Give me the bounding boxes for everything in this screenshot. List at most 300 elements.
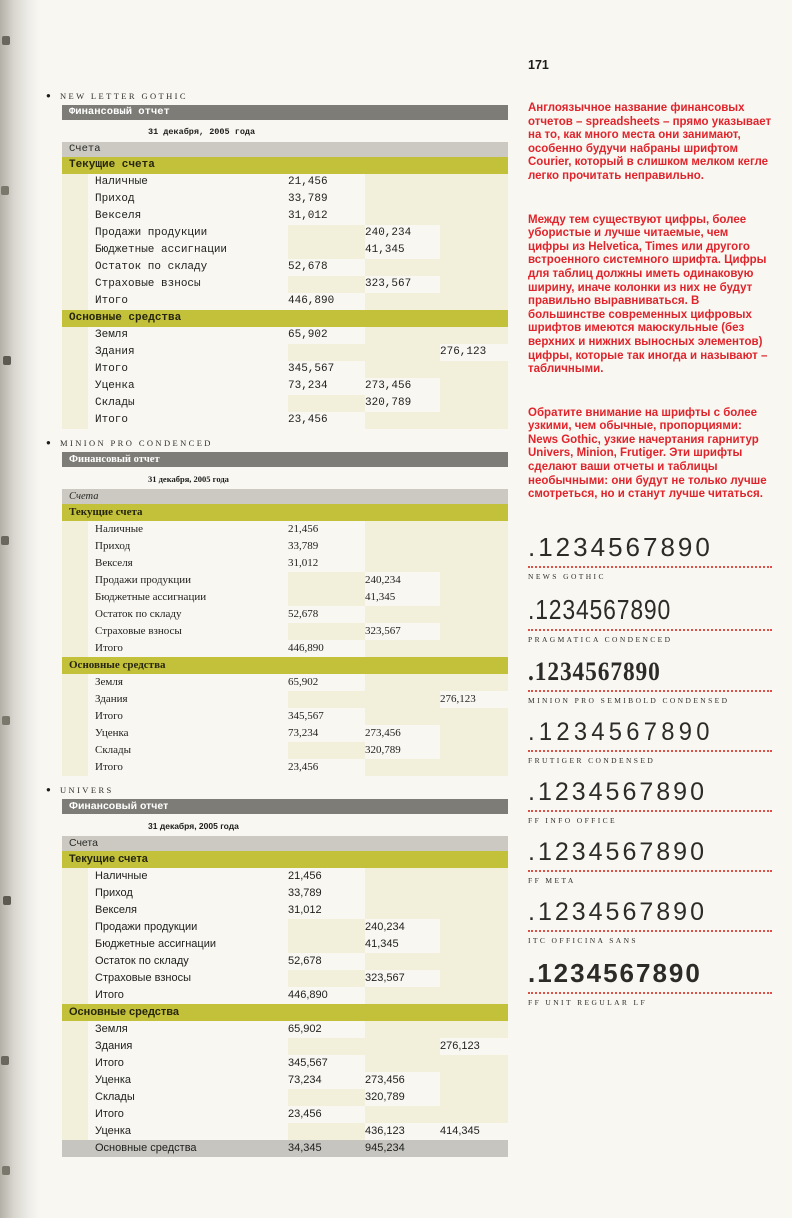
- row-label: Страховые взносы: [95, 972, 191, 984]
- row-label: Склады: [95, 397, 135, 409]
- commentary-paragraph-1: Англоязычное название финансовых отчетов – spreadsheets – прямо указывает на то, как много места они занимают, особенно будучи набраны шрифтом Courier, который в слишком мелком кегле легко прочитать неправильно.: [528, 102, 772, 182]
- row-value-3: [440, 674, 508, 691]
- binding-marks: [2, 36, 10, 45]
- table-row: [62, 1106, 508, 1123]
- table-row: [62, 361, 508, 378]
- row-value-3: [440, 742, 508, 759]
- row-value-1: 52,678: [288, 608, 319, 620]
- table-row: [62, 521, 508, 538]
- row-value-3: [414, 504, 508, 521]
- row-indent: [62, 259, 88, 276]
- row-indent: [62, 174, 88, 191]
- page-number: 171: [528, 58, 549, 72]
- row-value-1: [262, 310, 339, 327]
- table-row: [62, 1021, 508, 1038]
- row-value-2: 240,234: [365, 574, 401, 586]
- row-value-2: [365, 327, 440, 344]
- table-row: [62, 742, 508, 759]
- row-value-1: [288, 691, 365, 708]
- row-value-1: 33,789: [288, 193, 328, 205]
- row-indent: [62, 1055, 88, 1072]
- scan-edge: [0, 0, 40, 1218]
- digit-specimen: [528, 838, 772, 885]
- row-value-3: [414, 310, 508, 327]
- digit-font-label: FF META: [528, 870, 772, 885]
- row-value-2: [365, 868, 440, 885]
- specimen-column: [46, 90, 508, 1165]
- row-value-1: [288, 344, 365, 361]
- row-value-1: 65,902: [288, 329, 328, 341]
- table-row: [62, 225, 508, 242]
- row-value-2: [365, 208, 440, 225]
- row-label: Векселя: [95, 904, 138, 916]
- row-label: Остаток по складу: [95, 955, 189, 967]
- table-date: 31 декабря, 2005 года: [148, 474, 229, 484]
- row-value-3: [414, 657, 508, 674]
- row-value-2: [365, 174, 440, 191]
- row-value-3: [440, 868, 508, 885]
- row-label: Здания: [95, 346, 135, 358]
- row-value-2: 945,234: [365, 1142, 405, 1154]
- table-row: [62, 691, 508, 708]
- table-row: [62, 970, 508, 987]
- row-label: Земля: [95, 329, 129, 341]
- row-value-2: [365, 521, 440, 538]
- row-label: Склады: [95, 1091, 135, 1103]
- row-indent: [62, 1072, 88, 1089]
- row-value-2: [365, 1038, 440, 1055]
- row-value-1: 73,234: [288, 1074, 322, 1086]
- row-value-3: [440, 521, 508, 538]
- sidebar-column: [528, 58, 772, 1020]
- table-title-bar: Финансовый отчет: [62, 105, 508, 120]
- row-label: Текущие счета: [69, 853, 148, 865]
- row-value-3: [440, 936, 508, 953]
- row-value-2: [365, 555, 440, 572]
- row-indent: [62, 868, 88, 885]
- table-row: [62, 174, 508, 191]
- row-indent: [62, 276, 88, 293]
- digit-line: .1234567890: [528, 897, 707, 926]
- row-indent: [62, 936, 88, 953]
- row-label: Приход: [95, 193, 135, 205]
- row-value-2: [365, 885, 440, 902]
- row-value-2: [339, 310, 414, 327]
- table-row: [62, 589, 508, 606]
- table-row: [62, 310, 508, 327]
- row-value-3: [440, 555, 508, 572]
- row-value-1: [288, 572, 365, 589]
- table-row: [62, 885, 508, 902]
- row-label: Основные средства: [69, 659, 166, 671]
- digit-line: .1234567890: [528, 717, 714, 746]
- table-row: [62, 936, 508, 953]
- row-label: Векселя: [95, 210, 142, 222]
- digit-font-label: FRUTIGER CONDENSED: [528, 750, 772, 765]
- row-label: Бюджетные ассигнации: [95, 244, 228, 256]
- table-accounts-bar: Счета: [62, 142, 508, 157]
- typeface-name: UNIVERS: [60, 785, 114, 795]
- row-value-3: 276,123: [440, 346, 487, 358]
- row-value-3: [440, 293, 508, 310]
- digit-line: .1234567890: [528, 531, 713, 562]
- table-row: [62, 412, 508, 429]
- row-indent: [62, 919, 88, 936]
- digit-specimen: [528, 778, 772, 825]
- digit-font-label: MINION PRO SEMIBOLD CONDENSED: [528, 690, 772, 705]
- row-value-1: [288, 742, 365, 759]
- row-indent: [62, 521, 88, 538]
- financial-report-table: [62, 452, 508, 776]
- row-value-2: 41,345: [365, 244, 405, 256]
- row-indent: [62, 293, 88, 310]
- digit-font-label: NEWS GOTHIC: [528, 566, 772, 581]
- row-indent: [62, 361, 88, 378]
- row-label: Текущие счета: [69, 159, 155, 171]
- row-indent: [62, 885, 88, 902]
- row-value-1: 21,456: [288, 870, 322, 882]
- row-label: Склады: [95, 744, 132, 756]
- row-indent: [62, 725, 88, 742]
- row-value-3: [440, 725, 508, 742]
- row-label: Уценка: [95, 1074, 132, 1086]
- row-value-1: [288, 589, 365, 606]
- row-value-2: [365, 361, 440, 378]
- row-label: Здания: [95, 693, 128, 705]
- row-value-1: [288, 225, 365, 242]
- row-value-3: [440, 276, 508, 293]
- row-label: Векселя: [95, 557, 133, 569]
- row-indent: [62, 327, 88, 344]
- row-value-3: [440, 259, 508, 276]
- row-value-2: [365, 344, 440, 361]
- row-indent: [62, 640, 88, 657]
- row-label: Земля: [95, 1023, 128, 1035]
- row-value-3: [440, 589, 508, 606]
- row-value-3: [440, 759, 508, 776]
- row-value-2: [365, 953, 440, 970]
- row-value-3: [440, 987, 508, 1004]
- bullet-icon: ●: [46, 785, 51, 794]
- table-accounts-bar: Счета: [62, 836, 508, 851]
- table-rows: [62, 157, 508, 429]
- row-indent: [62, 691, 88, 708]
- row-value-2: 320,789: [365, 397, 412, 409]
- row-indent: [62, 674, 88, 691]
- row-value-1: 65,902: [288, 676, 319, 688]
- row-value-3: [440, 1072, 508, 1089]
- table-row: [62, 191, 508, 208]
- row-value-1: 31,012: [288, 557, 319, 569]
- row-value-3: [440, 572, 508, 589]
- row-indent: [62, 208, 88, 225]
- table-row: [62, 378, 508, 395]
- row-value-2: [365, 759, 440, 776]
- row-value-3: 414,345: [440, 1125, 480, 1137]
- table-row: [62, 538, 508, 555]
- digit-specimen: [528, 657, 772, 705]
- row-indent: [62, 970, 88, 987]
- row-indent: [62, 1123, 88, 1140]
- row-label: Продажи продукции: [95, 921, 198, 933]
- row-value-3: [440, 1106, 508, 1123]
- row-value-2: [365, 640, 440, 657]
- digit-specimens: [528, 532, 772, 1007]
- specimen-caption-row: [46, 784, 508, 796]
- table-row: [62, 1089, 508, 1106]
- row-value-2: 273,456: [365, 1074, 405, 1086]
- row-label: Итого: [95, 761, 123, 773]
- row-value-1: 34,345: [288, 1142, 322, 1154]
- row-value-2: [365, 259, 440, 276]
- row-value-2: 323,567: [365, 278, 412, 290]
- row-value-1: 446,890: [288, 295, 335, 307]
- digit-line: .1234567890: [528, 777, 707, 806]
- row-label: Основные средства: [69, 1006, 180, 1018]
- row-label: Итого: [95, 642, 123, 654]
- table-row: [62, 395, 508, 412]
- table-date: 31 декабря, 2005 года: [148, 127, 256, 137]
- table-row: [62, 759, 508, 776]
- specimen-new-letter-gothic: [46, 90, 508, 429]
- row-value-2: 240,234: [365, 921, 405, 933]
- row-value-1: [288, 919, 365, 936]
- digit-line: .1234567890: [528, 656, 661, 686]
- digit-line: .1234567890: [528, 593, 672, 625]
- row-label: Продажи продукции: [95, 227, 208, 239]
- row-value-1: 31,012: [288, 904, 322, 916]
- row-label: Остаток по складу: [95, 261, 208, 273]
- row-indent: [62, 589, 88, 606]
- row-value-3: [440, 623, 508, 640]
- row-label: Наличные: [95, 176, 148, 188]
- row-value-2: 273,456: [365, 727, 401, 739]
- row-value-3: [440, 953, 508, 970]
- digit-specimen: [528, 594, 772, 644]
- row-label: Продажи продукции: [95, 574, 192, 586]
- row-value-1: [262, 157, 339, 174]
- row-value-3: [440, 640, 508, 657]
- table-accounts-bar: Счета: [62, 489, 508, 504]
- row-value-3: [440, 191, 508, 208]
- row-value-1: [288, 970, 365, 987]
- row-value-3: [440, 174, 508, 191]
- table-title-bar: Финансовый отчет: [62, 799, 508, 814]
- table-row: [62, 902, 508, 919]
- row-value-1: [262, 504, 339, 521]
- row-value-1: 21,456: [288, 523, 319, 535]
- table-row: [62, 953, 508, 970]
- row-value-3: [440, 606, 508, 623]
- table-row: [62, 344, 508, 361]
- row-value-2: 323,567: [365, 625, 401, 637]
- row-value-1: 345,567: [288, 710, 324, 722]
- row-value-3: [440, 538, 508, 555]
- typeface-name: NEW LETTER GOTHIC: [60, 91, 188, 101]
- digit-specimen: [528, 958, 772, 1007]
- row-value-1: [288, 1123, 365, 1140]
- row-value-3: [440, 378, 508, 395]
- row-label: Итого: [95, 295, 129, 307]
- commentary-text: [528, 102, 772, 502]
- row-label: Приход: [95, 540, 131, 552]
- digit-specimen: [528, 898, 772, 945]
- table-row: [62, 657, 508, 674]
- row-value-3: [440, 1140, 508, 1157]
- row-value-2: [365, 708, 440, 725]
- row-value-3: [440, 1021, 508, 1038]
- digit-font-label: ITC OFFICINA SANS: [528, 930, 772, 945]
- row-label: Основные средства: [95, 1142, 197, 1154]
- row-value-2: [339, 851, 414, 868]
- row-label: Итого: [95, 1108, 124, 1120]
- table-row: [62, 708, 508, 725]
- table-row: [62, 327, 508, 344]
- digit-specimen: [528, 532, 772, 581]
- row-label: Остаток по складу: [95, 608, 182, 620]
- row-value-3: [440, 208, 508, 225]
- table-row: [62, 1055, 508, 1072]
- table-row: [62, 208, 508, 225]
- table-rows: [62, 504, 508, 776]
- row-value-2: 436,123: [365, 1125, 405, 1137]
- table-row: [62, 1140, 508, 1157]
- row-value-1: 52,678: [288, 261, 328, 273]
- row-label: Уценка: [95, 727, 129, 739]
- row-value-1: [288, 623, 365, 640]
- row-indent: [62, 378, 88, 395]
- row-indent: [62, 902, 88, 919]
- row-indent: [62, 572, 88, 589]
- row-value-2: [339, 1004, 414, 1021]
- row-value-1: 446,890: [288, 989, 328, 1001]
- row-value-2: 320,789: [365, 1091, 405, 1103]
- row-value-1: 33,789: [288, 540, 319, 552]
- row-value-3: [414, 1004, 508, 1021]
- table-row: [62, 674, 508, 691]
- table-row: [62, 157, 508, 174]
- table-row: [62, 1038, 508, 1055]
- row-value-1: [288, 276, 365, 293]
- table-row: [62, 1004, 508, 1021]
- row-value-3: [440, 225, 508, 242]
- row-indent: [62, 1021, 88, 1038]
- table-row: [62, 623, 508, 640]
- row-label: Итого: [95, 1057, 124, 1069]
- row-value-1: 52,678: [288, 955, 322, 967]
- row-value-2: [365, 1055, 440, 1072]
- row-label: Страховые взносы: [95, 278, 201, 290]
- specimen-minion-pro-condensed: [46, 437, 508, 776]
- row-value-1: 345,567: [288, 363, 335, 375]
- bullet-icon: ●: [46, 91, 51, 100]
- row-value-3: [440, 885, 508, 902]
- table-row: [62, 293, 508, 310]
- row-value-1: [262, 1004, 339, 1021]
- row-indent: [62, 759, 88, 776]
- row-label: Приход: [95, 887, 133, 899]
- row-indent: [62, 191, 88, 208]
- row-indent: [62, 708, 88, 725]
- row-value-2: [365, 902, 440, 919]
- row-value-2: 41,345: [365, 591, 396, 603]
- row-indent: [62, 225, 88, 242]
- table-row: [62, 276, 508, 293]
- table-row: [62, 1123, 508, 1140]
- row-indent: [62, 344, 88, 361]
- row-indent: [62, 538, 88, 555]
- table-row: [62, 606, 508, 623]
- row-label: Земля: [95, 676, 123, 688]
- row-indent: [62, 987, 88, 1004]
- row-value-1: [288, 1038, 365, 1055]
- row-value-3: 276,123: [440, 1040, 480, 1052]
- commentary-paragraph-3: Обратите внимание на шрифты с более узкими, чем обычные, пропорциями: News Gothic, узкие начертания гарнитур Univers, Minion, Frutiger. Эти шрифты сделают ваши отчеты и таблицы необычными: они будут не только лучше смотреться, но и станут лучше читаться.: [528, 406, 767, 501]
- row-indent: [62, 623, 88, 640]
- row-value-2: [365, 293, 440, 310]
- digit-font-label: PRAGMATICA CONDENCED: [528, 629, 772, 644]
- row-value-3: [440, 327, 508, 344]
- row-label: Текущие счета: [69, 506, 143, 518]
- row-indent: [62, 1089, 88, 1106]
- row-label: Наличные: [95, 870, 148, 882]
- row-label: Итого: [95, 989, 124, 1001]
- row-value-3: [440, 970, 508, 987]
- row-indent: [62, 412, 88, 429]
- row-label: Уценка: [95, 1125, 132, 1137]
- table-row: [62, 259, 508, 276]
- row-value-1: 31,012: [288, 210, 328, 222]
- digit-font-label: FF UNIT REGULAR LF: [528, 992, 772, 1007]
- row-value-2: 240,234: [365, 227, 412, 239]
- row-value-2: [365, 538, 440, 555]
- specimen-univers: [46, 784, 508, 1157]
- row-value-3: [440, 395, 508, 412]
- row-value-1: 23,456: [288, 1108, 322, 1120]
- row-value-2: [365, 987, 440, 1004]
- typeface-name: MINION PRO CONDENCED: [60, 438, 213, 448]
- row-label: Итого: [95, 363, 129, 375]
- row-value-1: 65,902: [288, 1023, 322, 1035]
- row-value-3: [440, 1089, 508, 1106]
- row-indent: [62, 1038, 88, 1055]
- bullet-icon: ●: [46, 438, 51, 447]
- row-value-1: 73,234: [288, 380, 328, 392]
- row-value-3: [414, 157, 508, 174]
- row-value-1: [288, 242, 365, 259]
- row-label: Здания: [95, 1040, 133, 1052]
- row-indent: [62, 953, 88, 970]
- row-indent: [62, 555, 88, 572]
- row-indent: [62, 742, 88, 759]
- row-value-2: [365, 606, 440, 623]
- table-row: [62, 640, 508, 657]
- digit-line: .1234567890: [528, 837, 707, 866]
- row-value-1: 33,789: [288, 887, 322, 899]
- row-value-2: [365, 1021, 440, 1038]
- row-indent: [62, 1140, 88, 1157]
- row-value-3: [440, 902, 508, 919]
- row-label: Бюджетные ассигнации: [95, 591, 207, 603]
- row-value-1: 21,456: [288, 176, 328, 188]
- table-row: [62, 868, 508, 885]
- row-value-2: [339, 657, 414, 674]
- row-label: Основные средства: [69, 312, 182, 324]
- table-row: [62, 725, 508, 742]
- row-value-1: [288, 936, 365, 953]
- row-label: Бюджетные ассигнации: [95, 938, 217, 950]
- table-title-bar: Финансовый отчет: [62, 452, 508, 467]
